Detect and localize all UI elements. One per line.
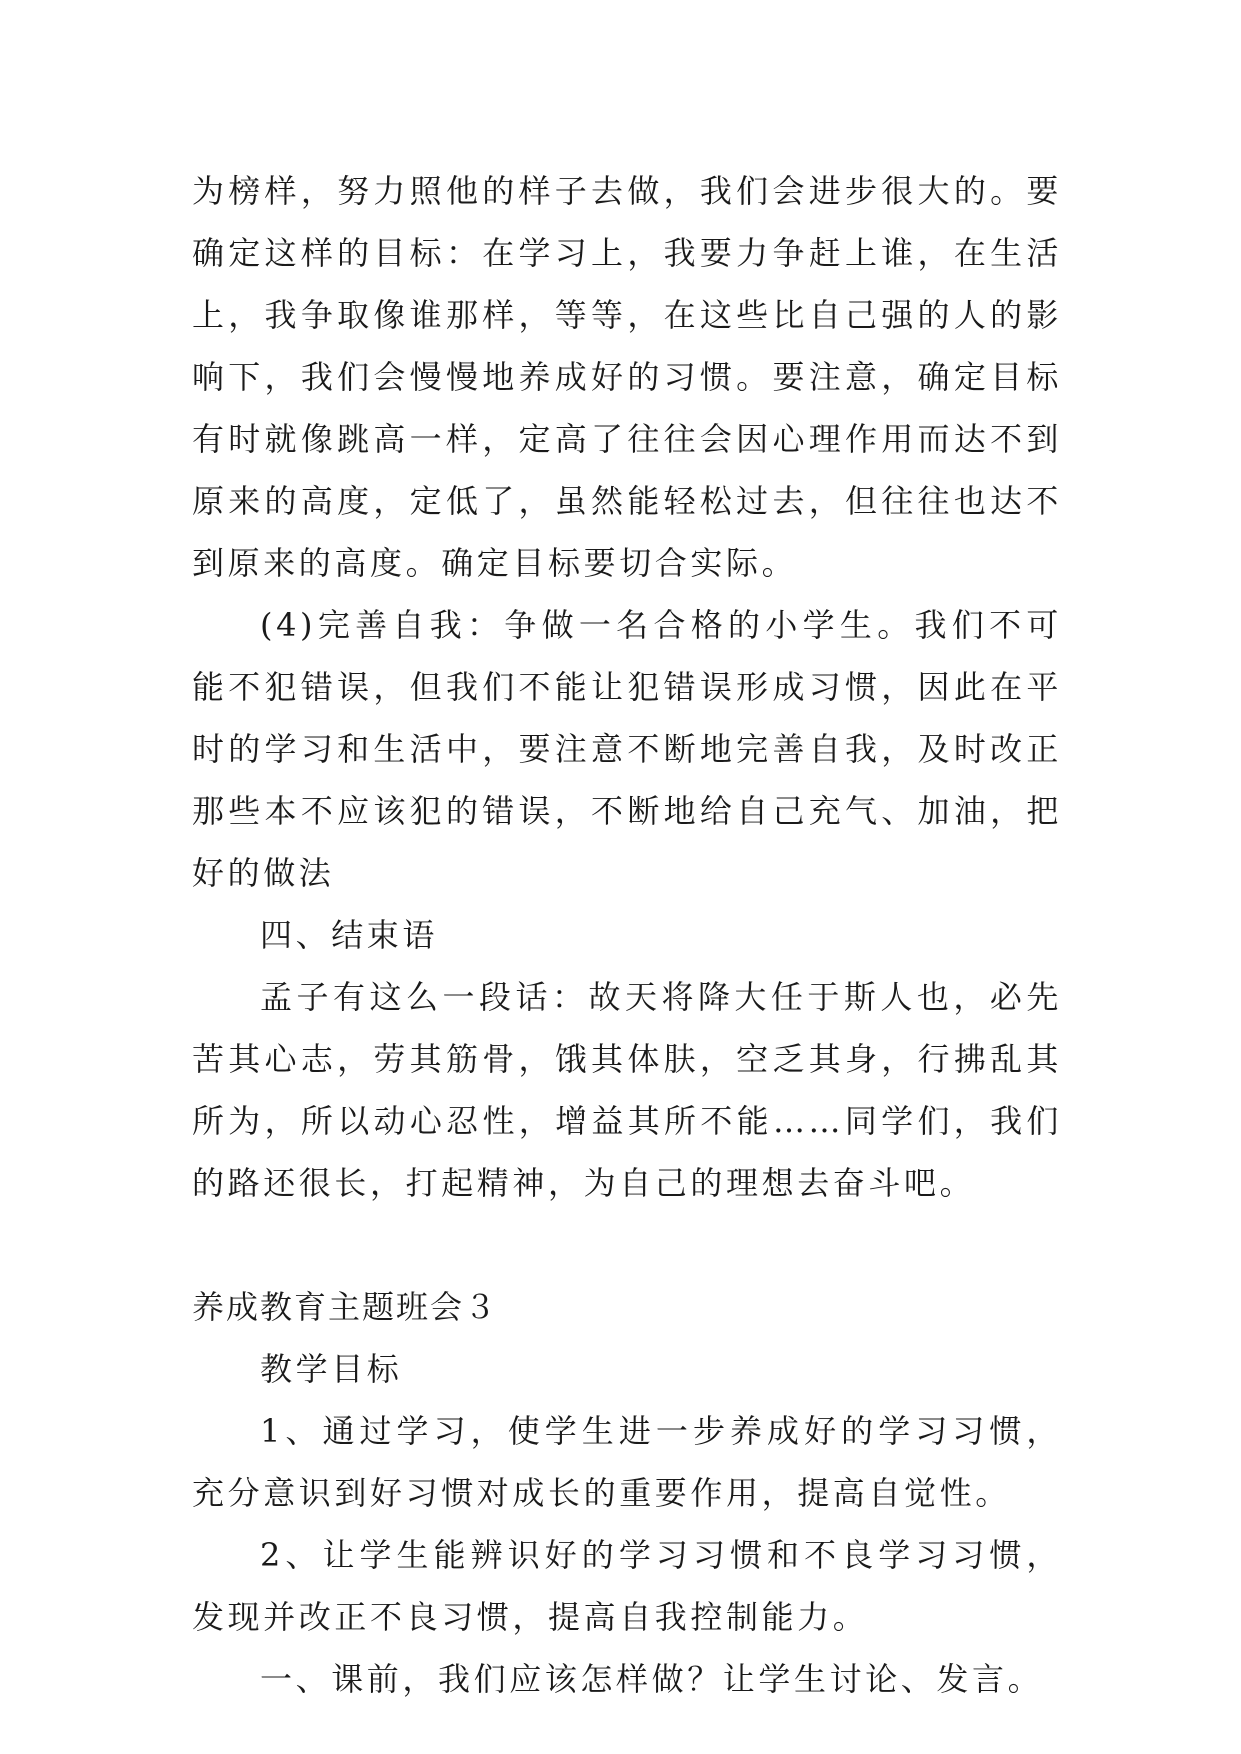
paragraph-goal-setting: 为榜样，努力照他的样子去做，我们会进步很大的。要确定这样的目标：在学习上，我要力争赶上谁，在生活上，我争取像谁那样，等等，在这些比自己强的人的影响下，我们会慢慢地养成好的习惯。要注意，确定目标有时就像跳高一样，定高了往往会因心理作用而达不到原来的高度，定低了，虽然能轻松过去，但往往也达不到原来的高度。确定目标要切合实际。 [192,172,1062,582]
paragraph-before-class: 一、课前，我们应该怎样做？让学生讨论、发言。 [260,1660,1044,1698]
heading-teaching-goals: 教学目标 [260,1350,403,1388]
section-spacer [192,1214,1062,1276]
document-body [192,160,1062,1710]
heading-conclusion: 四、结束语 [260,916,439,954]
paragraph-self-improvement: (4)完善自我：争做一名合格的小学生。我们不可能不犯错误，但我们不能让犯错误形成习惯，因此在平时的学习和生活中，要注意不断地完善自我，及时改正那些本不应该犯的错误，不断地给自己充气、加油，把好的做法 [192,606,1062,892]
paragraph-mencius-quote: 孟子有这么一段话：故天将降大任于斯人也，必先苦其心志，劳其筋骨，饿其体肤，空乏其身，行拂乱其所为，所以动心忍性，增益其所不能……同学们，我们的路还很长，打起精神，为自己的理想去奋斗吧。 [192,978,1062,1202]
section-title: 养成教育主题班会３ [192,1288,499,1326]
paragraph-goal-1: 1、通过学习，使学生进一步养成好的学习习惯，充分意识到好习惯对成长的重要作用，提高自觉性。 [192,1412,1062,1512]
paragraph-goal-2: 2、让学生能辨识好的学习习惯和不良学习习惯，发现并改正不良习惯，提高自我控制能力。 [192,1536,1062,1636]
